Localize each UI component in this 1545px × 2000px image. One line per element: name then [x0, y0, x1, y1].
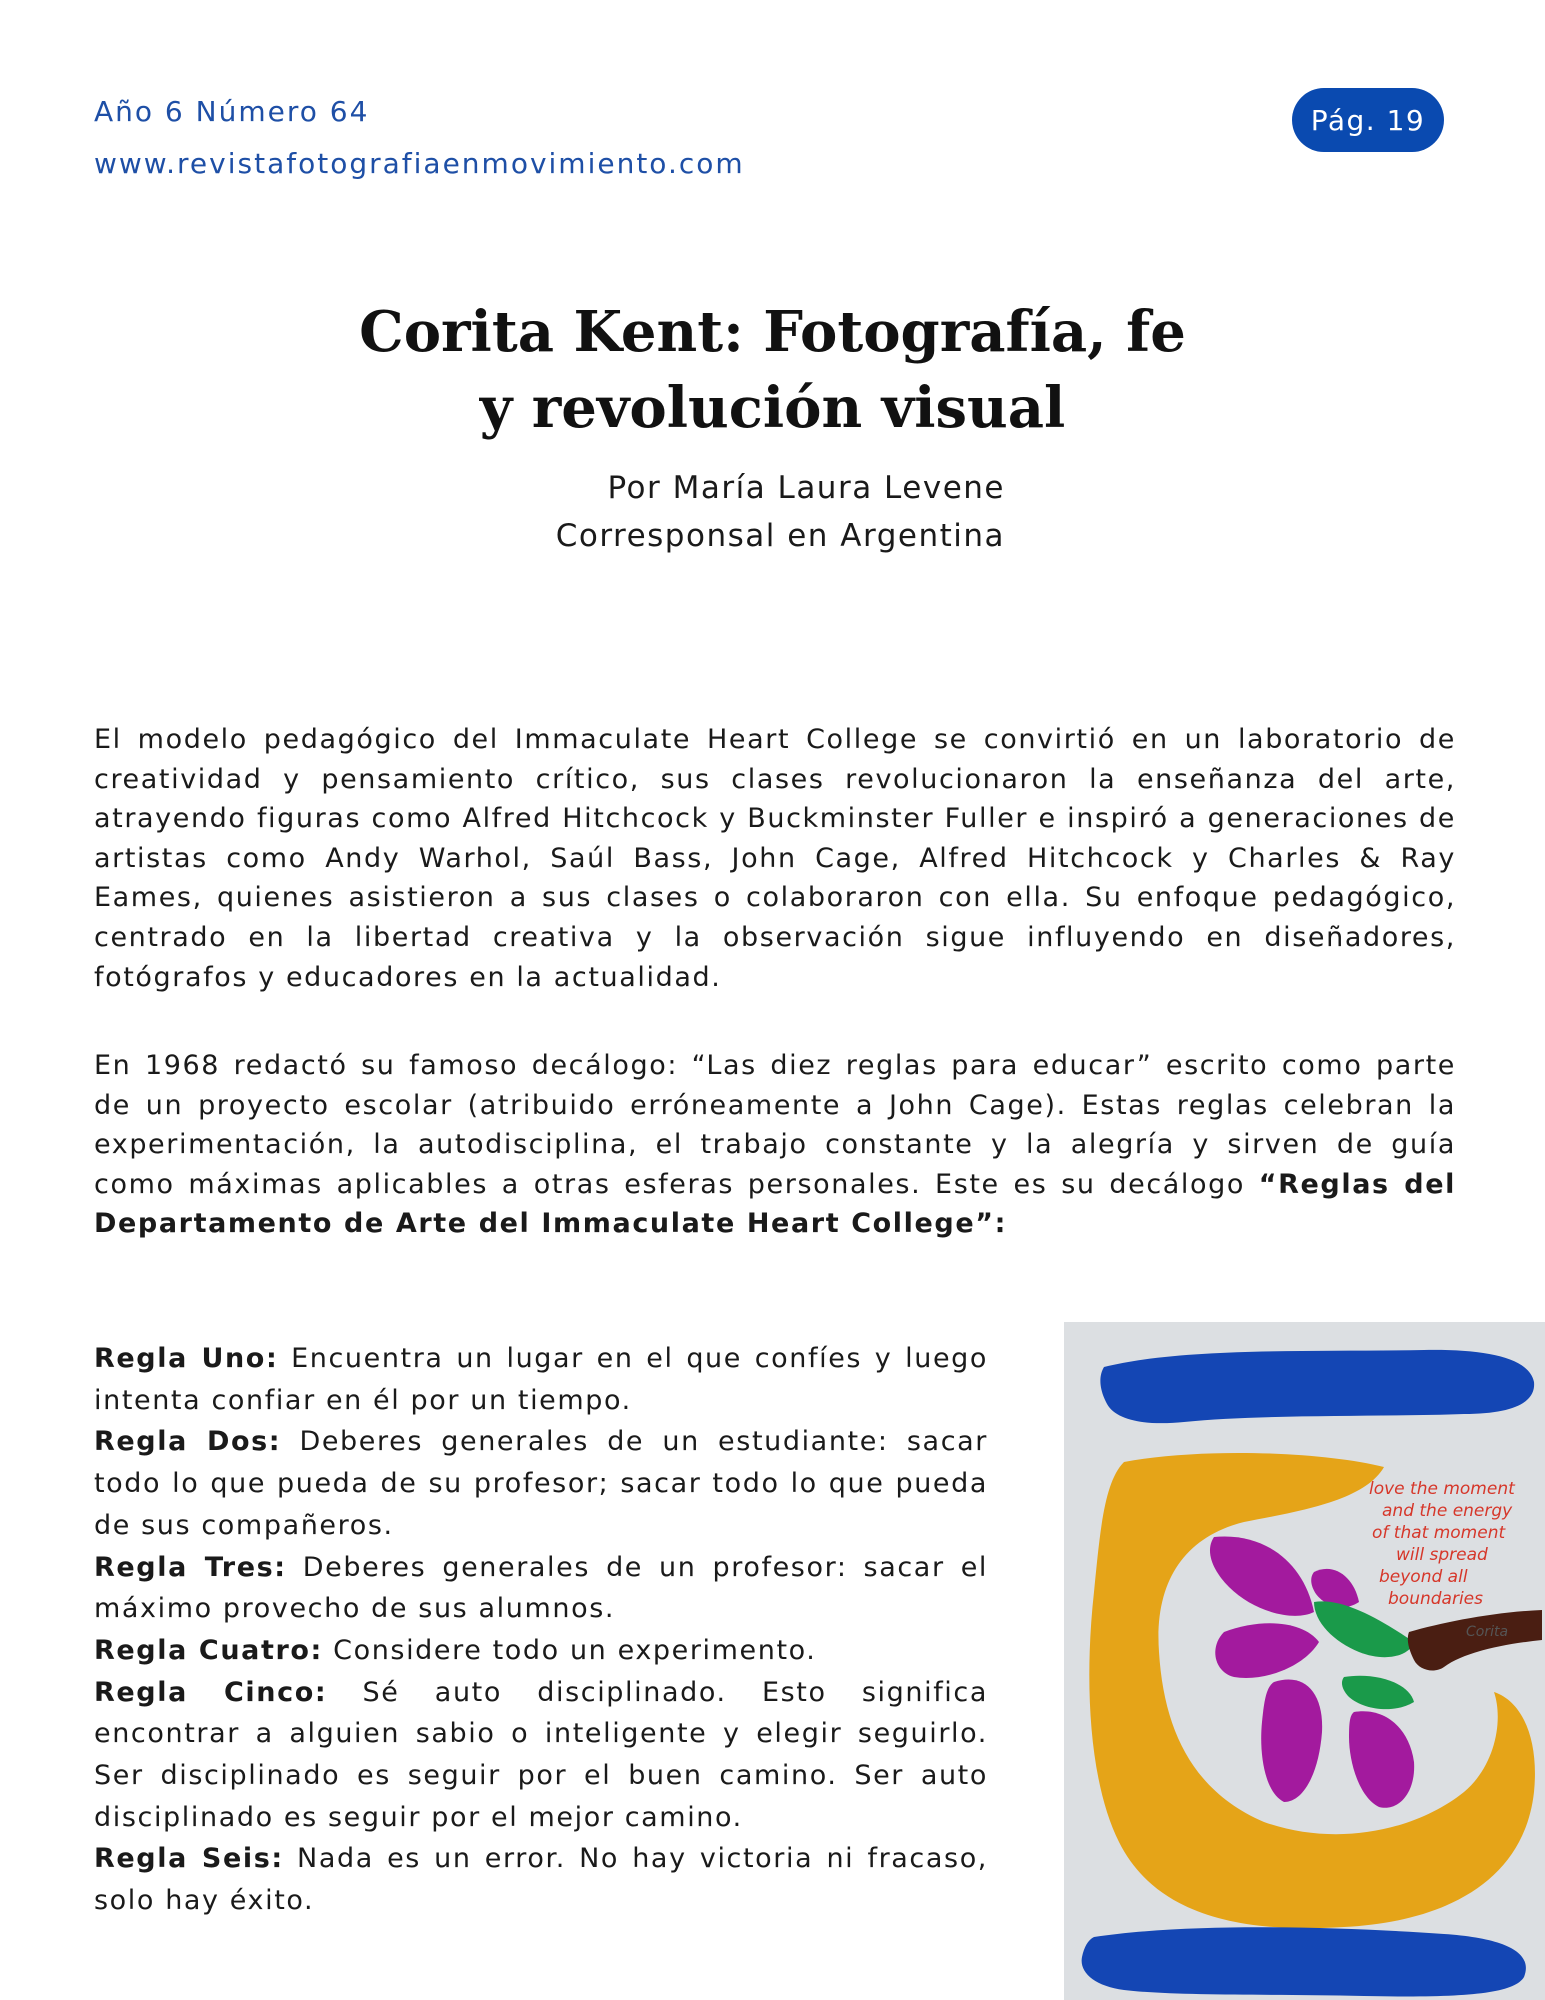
rule-item — [94, 1630, 988, 1672]
rule-item — [94, 1338, 988, 1421]
artwork-line: love the moment — [1369, 1479, 1515, 1499]
rule-text: Nada es un error. No hay victoria ni fracaso, solo hay éxito. — [94, 1843, 988, 1917]
rule-label: Regla Cinco: — [94, 1676, 328, 1708]
page-number-badge: Pág. 19 — [1292, 88, 1444, 152]
rule-text: Sé auto disciplinado. Esto significa encontrar a alguien sabio o inteligente y elegir seguirlo. Ser disciplinado es seguir por el buen camino. Ser auto disciplinado es seguir por el mejor camino. — [94, 1676, 988, 1833]
title-line-1: Corita Kent: Fotografía, fe — [359, 299, 1186, 365]
artwork-line: will spread — [1396, 1545, 1488, 1565]
magenta-petal — [1349, 1711, 1414, 1808]
rule-item — [94, 1672, 988, 1839]
author-role: Corresponsal en Argentina — [555, 518, 1005, 554]
artwork-canvas — [1064, 1322, 1545, 2000]
magenta-petal — [1215, 1623, 1319, 1678]
artwork-line: boundaries — [1388, 1589, 1483, 1609]
paragraph-decalogue-text: En 1968 redactó su famoso decálogo: “Las diez reglas para educar” escrito como parte de un proyecto escolar (atribuido erróneamente a John Cage). Estas reglas celebran la experimentación, la autodisciplina, el trabajo constante y la alegría y sirven de guía como máximas aplicables a otras esferas personales. Este es su decálogo — [94, 1050, 1456, 1200]
rule-text: Deberes generales de un estudiante: sacar todo lo que pueda de su profesor; sacar todo lo que pueda de sus compañeros. — [94, 1426, 988, 1541]
rule-text: Encuentra un lugar en el que confíes y luego intenta confiar en él por un tiempo. — [94, 1343, 989, 1416]
artwork-line: and the energy — [1382, 1501, 1513, 1521]
magenta-petal — [1261, 1679, 1322, 1802]
rule-text: Considere todo un experimento. — [322, 1634, 817, 1666]
artwork-line: beyond all — [1379, 1567, 1468, 1587]
article-title — [0, 294, 1545, 446]
rule-item — [94, 1838, 988, 1921]
paragraph-intro: El modelo pedagógico del Immaculate Heart College se convirtió en un laboratorio de creatividad y pensamiento crítico, sus clases revolucionaron la enseñanza del arte, atrayendo figuras como Alfred Hitchcock y Buckminster Fuller e inspiró a generaciones de artistas como Andy Warhol, Saúl Bass, John Cage, Alfred Hitchcock y Charles & Ray Eames, quienes asistieron a sus clases o colaboraron con ella. Su enfoque pedagógico, centrado en la libertad creativa y la observación sigue influyendo en diseñadores, fotógrafos y educadores en la actualidad. — [94, 724, 1456, 993]
rule-item — [94, 1547, 988, 1630]
blue-stroke-top — [1100, 1350, 1534, 1423]
website-link[interactable]: www.revistafotografiaenmovimiento.com — [94, 147, 745, 180]
rule-label: Regla Seis: — [94, 1843, 284, 1875]
blue-stroke-bottom — [1082, 1927, 1526, 1996]
brown-branch — [1408, 1610, 1542, 1671]
rule-text: Deberes generales de un profesor: sacar el máximo provecho de sus alumnos. — [94, 1551, 989, 1625]
corita-artwork — [1064, 1322, 1545, 2000]
green-stem — [1314, 1601, 1414, 1657]
artwork-signature: Corita — [1466, 1624, 1509, 1640]
rule-label: Regla Dos: — [94, 1426, 282, 1458]
issue-info — [94, 86, 745, 190]
issue-number: Año 6 Número 64 — [94, 95, 370, 128]
paragraph-decalogue — [94, 1046, 1456, 1244]
rule-label: Regla Cuatro: — [94, 1634, 323, 1666]
artwork-line: of that moment — [1372, 1523, 1506, 1543]
rule-label: Regla Tres: — [94, 1551, 287, 1583]
rules-list — [94, 1338, 988, 1922]
rule-item — [94, 1421, 988, 1546]
author-name: Por María Laura Levene — [607, 470, 1005, 506]
artwork-handwriting — [1369, 1479, 1516, 1609]
magenta-petal — [1210, 1536, 1314, 1615]
decalogue-title: “Reglas del Departamento de Arte del Immaculate Heart College”: — [94, 1168, 1456, 1240]
byline — [556, 464, 1005, 560]
rule-label: Regla Uno: — [94, 1343, 279, 1374]
title-line-2: y revolución visual — [479, 375, 1066, 441]
green-stem — [1342, 1676, 1414, 1709]
